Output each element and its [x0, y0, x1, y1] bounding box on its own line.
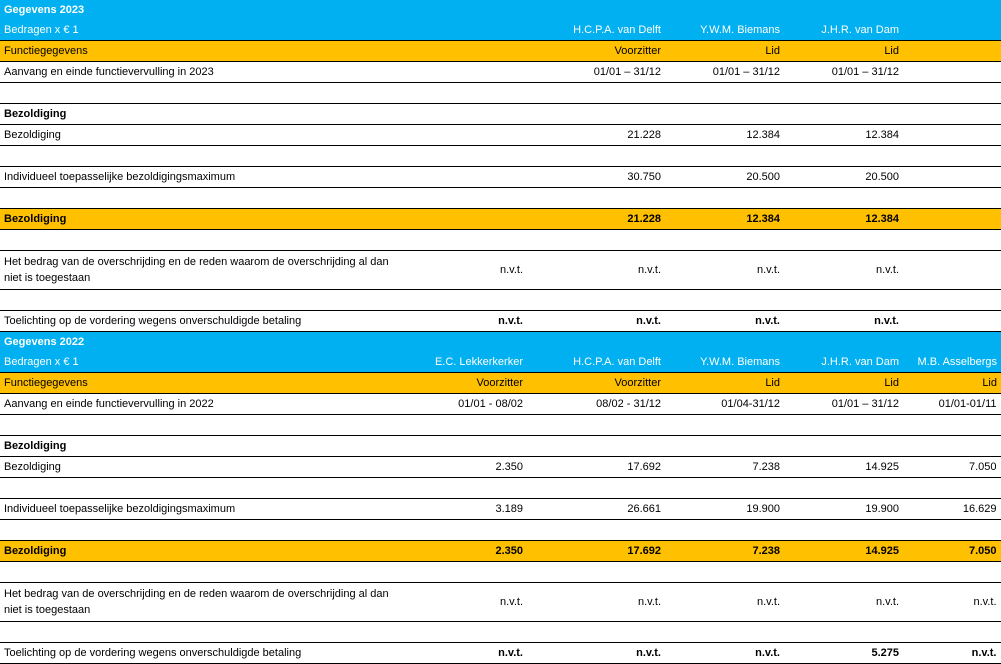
bezoldiging-cell	[903, 125, 1001, 146]
name-cell: Y.W.M. Biemans	[665, 352, 784, 373]
spacer-row	[0, 290, 1001, 311]
bezoldiging-label: Bezoldiging	[0, 125, 400, 146]
maximum-cell: 30.750	[527, 167, 665, 188]
period-cell: 01/01 - 08/02	[400, 394, 527, 415]
function-row	[0, 41, 1001, 62]
spacer-row	[0, 230, 1001, 251]
bezoldiging-cell: 12.384	[665, 125, 784, 146]
overschrijding-cell: n.v.t.	[665, 251, 784, 290]
spacer-row	[0, 188, 1001, 209]
bezoldiging-cell: 7.238	[665, 457, 784, 478]
total-cell: 7.050	[903, 541, 1001, 562]
function-cell: Lid	[903, 373, 1001, 394]
total-cell	[903, 209, 1001, 230]
maximum-cell: 3.189	[400, 499, 527, 520]
toelichting-row	[0, 311, 1001, 332]
period-cell: 01/01 – 31/12	[527, 62, 665, 83]
function-cell: Lid	[784, 41, 903, 62]
function-row	[0, 373, 1001, 394]
bezoldiging-cell: 14.925	[784, 457, 903, 478]
bezoldiging-cell: 21.228	[527, 125, 665, 146]
toelichting-label: Toelichting op de vordering wegens onverschuldigde betaling	[0, 311, 400, 332]
period-cell: 01/01 – 31/12	[784, 62, 903, 83]
toelichting-cell: 5.275	[784, 643, 903, 664]
names-row	[0, 352, 1001, 373]
section-title-row	[0, 0, 1001, 20]
maximum-cell	[903, 167, 1001, 188]
toelichting-cell: n.v.t.	[665, 643, 784, 664]
total-label: Bezoldiging	[0, 209, 400, 230]
spacer-row	[0, 415, 1001, 436]
function-cell: Lid	[784, 373, 903, 394]
function-label: Functiegegevens	[0, 41, 400, 62]
maximum-label: Individueel toepasselijke bezoldigingsmaximum	[0, 499, 400, 520]
name-cell	[400, 20, 527, 41]
toelichting-label: Toelichting op de vordering wegens onverschuldigde betaling	[0, 643, 400, 664]
total-cell: 17.692	[527, 541, 665, 562]
period-cell: 01/01-01/11	[903, 394, 1001, 415]
toelichting-cell: n.v.t.	[400, 643, 527, 664]
bezoldiging-label: Bezoldiging	[0, 457, 400, 478]
toelichting-row	[0, 643, 1001, 664]
maximum-cell: 26.661	[527, 499, 665, 520]
maximum-label: Individueel toepasselijke bezoldigingsmaximum	[0, 167, 400, 188]
period-row	[0, 394, 1001, 415]
overschrijding-cell: n.v.t.	[527, 251, 665, 290]
function-cell	[903, 41, 1001, 62]
toelichting-cell: n.v.t.	[784, 311, 903, 332]
function-cell: Lid	[665, 373, 784, 394]
toelichting-cell	[903, 311, 1001, 332]
name-cell: J.H.R. van Dam	[784, 352, 903, 373]
spacer-row	[0, 562, 1001, 583]
period-cell: 01/01 – 31/12	[784, 394, 903, 415]
period-label: Aanvang en einde functievervulling in 2023	[0, 62, 400, 83]
total-cell: 12.384	[665, 209, 784, 230]
bezoldiging-header: Bezoldiging	[0, 436, 400, 457]
overschrijding-cell: n.v.t.	[784, 583, 903, 622]
total-cell: 2.350	[400, 541, 527, 562]
overschrijding-cell: n.v.t.	[400, 583, 527, 622]
section-title-row	[0, 332, 1001, 353]
overschrijding-row	[0, 583, 1001, 622]
name-cell: Y.W.M. Biemans	[665, 20, 784, 41]
maximum-cell: 16.629	[903, 499, 1001, 520]
total-row	[0, 209, 1001, 230]
overschrijding-label: Het bedrag van de overschrijding en de reden waarom de overschrijding al dan niet is toegestaan	[0, 251, 400, 290]
amounts-label: Bedragen x € 1	[0, 352, 400, 373]
spacer-row	[0, 520, 1001, 541]
name-cell: H.C.P.A. van Delft	[527, 352, 665, 373]
maximum-cell: 20.500	[665, 167, 784, 188]
spacer-row	[0, 83, 1001, 104]
maximum-row	[0, 167, 1001, 188]
section-2022	[0, 332, 1001, 664]
overschrijding-cell	[903, 251, 1001, 290]
total-row	[0, 541, 1001, 562]
overschrijding-row	[0, 251, 1001, 290]
bezoldiging-row	[0, 457, 1001, 478]
amounts-label: Bedragen x € 1	[0, 20, 400, 41]
name-cell: H.C.P.A. van Delft	[527, 20, 665, 41]
name-cell	[903, 20, 1001, 41]
period-row	[0, 62, 1001, 83]
function-cell: Voorzitter	[527, 41, 665, 62]
total-cell	[400, 209, 527, 230]
spacer-row	[0, 146, 1001, 167]
bezoldiging-cell	[400, 125, 527, 146]
period-cell	[903, 62, 1001, 83]
function-cell: Voorzitter	[400, 373, 527, 394]
toelichting-cell: n.v.t.	[527, 643, 665, 664]
bezoldiging-cell: 7.050	[903, 457, 1001, 478]
toelichting-cell: n.v.t.	[903, 643, 1001, 664]
period-cell: 08/02 - 31/12	[527, 394, 665, 415]
total-cell: 12.384	[784, 209, 903, 230]
maximum-cell	[400, 167, 527, 188]
name-cell: E.C. Lekkerkerker	[400, 352, 527, 373]
maximum-cell: 19.900	[665, 499, 784, 520]
period-cell: 01/04-31/12	[665, 394, 784, 415]
bezoldiging-row	[0, 125, 1001, 146]
overschrijding-cell: n.v.t.	[665, 583, 784, 622]
name-cell: J.H.R. van Dam	[784, 20, 903, 41]
spacer-row	[0, 478, 1001, 499]
bezoldiging-header-row	[0, 104, 1001, 125]
overschrijding-cell: n.v.t.	[400, 251, 527, 290]
total-cell: 14.925	[784, 541, 903, 562]
toelichting-cell: n.v.t.	[665, 311, 784, 332]
bezoldiging-header: Bezoldiging	[0, 104, 400, 125]
period-cell: 01/01 – 31/12	[665, 62, 784, 83]
bezoldiging-cell: 2.350	[400, 457, 527, 478]
overschrijding-cell: n.v.t.	[527, 583, 665, 622]
bezoldiging-cell: 12.384	[784, 125, 903, 146]
total-label: Bezoldiging	[0, 541, 400, 562]
function-cell: Voorzitter	[527, 373, 665, 394]
spacer-row	[0, 622, 1001, 643]
maximum-cell: 20.500	[784, 167, 903, 188]
total-cell: 21.228	[527, 209, 665, 230]
period-cell	[400, 62, 527, 83]
toelichting-cell: n.v.t.	[527, 311, 665, 332]
overschrijding-cell: n.v.t.	[784, 251, 903, 290]
overschrijding-label: Het bedrag van de overschrijding en de reden waarom de overschrijding al dan niet is toegestaan	[0, 583, 400, 622]
section-title: Gegevens 2022	[0, 332, 400, 353]
overschrijding-cell: n.v.t.	[903, 583, 1001, 622]
function-cell	[400, 41, 527, 62]
bezoldiging-cell: 17.692	[527, 457, 665, 478]
name-cell: M.B. Asselbergs	[903, 352, 1001, 373]
function-label: Functiegegevens	[0, 373, 400, 394]
maximum-row	[0, 499, 1001, 520]
bezoldiging-header-row	[0, 436, 1001, 457]
section-title: Gegevens 2023	[0, 0, 400, 20]
toelichting-cell: n.v.t.	[400, 311, 527, 332]
function-cell: Lid	[665, 41, 784, 62]
period-label: Aanvang en einde functievervulling in 2022	[0, 394, 400, 415]
maximum-cell: 19.900	[784, 499, 903, 520]
names-row	[0, 20, 1001, 41]
total-cell: 7.238	[665, 541, 784, 562]
